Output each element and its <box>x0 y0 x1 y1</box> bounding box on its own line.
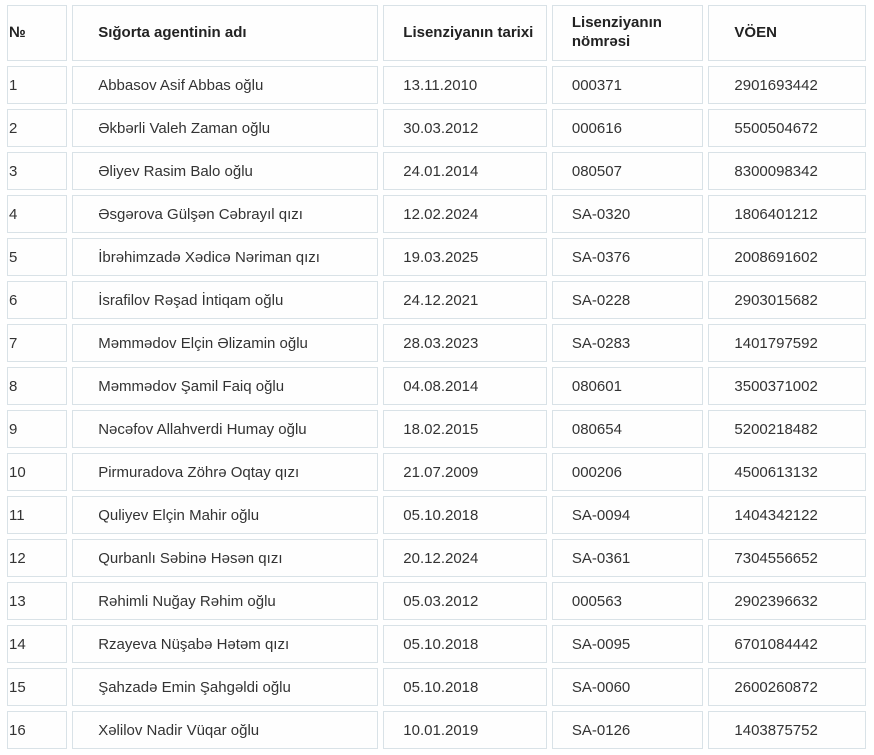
cell-number: SA-0126 <box>552 711 704 749</box>
table-row <box>7 625 866 663</box>
cell-name: Rzayeva Nüşabə Hətəm qızı <box>72 625 378 663</box>
cell-number: 000563 <box>552 582 704 620</box>
cell-no: 4 <box>7 195 67 233</box>
cell-number: SA-0361 <box>552 539 704 577</box>
cell-voen: 1806401212 <box>708 195 866 233</box>
cell-date: 20.12.2024 <box>383 539 547 577</box>
column-header-license-number: Lisenziyanın nömrəsi <box>552 5 704 61</box>
table-body <box>7 66 866 749</box>
cell-name: İsrafilov Rəşad İntiqam oğlu <box>72 281 378 319</box>
table-row <box>7 410 866 448</box>
cell-number: 000371 <box>552 66 704 104</box>
cell-no: 1 <box>7 66 67 104</box>
cell-date: 05.10.2018 <box>383 496 547 534</box>
cell-date: 21.07.2009 <box>383 453 547 491</box>
table-row <box>7 711 866 749</box>
cell-name: Rəhimli Nuğay Rəhim oğlu <box>72 582 378 620</box>
cell-date: 24.12.2021 <box>383 281 547 319</box>
cell-no: 11 <box>7 496 67 534</box>
cell-voen: 1401797592 <box>708 324 866 362</box>
table-row <box>7 238 866 276</box>
cell-name: Məmmədov Şamil Faiq oğlu <box>72 367 378 405</box>
cell-no: 12 <box>7 539 67 577</box>
cell-no: 3 <box>7 152 67 190</box>
cell-voen: 1403875752 <box>708 711 866 749</box>
cell-voen: 3500371002 <box>708 367 866 405</box>
cell-number: 080507 <box>552 152 704 190</box>
column-header-voen: VÖEN <box>708 5 866 61</box>
cell-voen: 7304556652 <box>708 539 866 577</box>
cell-voen: 2902396632 <box>708 582 866 620</box>
cell-no: 13 <box>7 582 67 620</box>
table-row <box>7 668 866 706</box>
column-header-license-date: Lisenziyanın tarixi <box>383 5 547 61</box>
cell-no: 16 <box>7 711 67 749</box>
cell-date: 30.03.2012 <box>383 109 547 147</box>
cell-voen: 5500504672 <box>708 109 866 147</box>
cell-number: SA-0228 <box>552 281 704 319</box>
cell-no: 15 <box>7 668 67 706</box>
cell-date: 24.01.2014 <box>383 152 547 190</box>
table-row <box>7 582 866 620</box>
cell-voen: 6701084442 <box>708 625 866 663</box>
cell-name: Əliyev Rasim Balo oğlu <box>72 152 378 190</box>
cell-no: 5 <box>7 238 67 276</box>
cell-name: Abbasov Asif Abbas oğlu <box>72 66 378 104</box>
cell-number: SA-0094 <box>552 496 704 534</box>
cell-name: Məmmədov Elçin Əlizamin oğlu <box>72 324 378 362</box>
table-row <box>7 109 866 147</box>
insurance-agents-table <box>2 0 871 754</box>
cell-no: 8 <box>7 367 67 405</box>
cell-name: İbrəhimzadə Xədicə Nəriman qızı <box>72 238 378 276</box>
cell-no: 10 <box>7 453 67 491</box>
cell-no: 7 <box>7 324 67 362</box>
cell-name: Nəcəfov Allahverdi Humay oğlu <box>72 410 378 448</box>
cell-name: Şahzadə Emin Şahgəldi oğlu <box>72 668 378 706</box>
cell-no: 6 <box>7 281 67 319</box>
cell-date: 05.03.2012 <box>383 582 547 620</box>
header-row <box>7 5 866 61</box>
table-row <box>7 539 866 577</box>
cell-voen: 8300098342 <box>708 152 866 190</box>
cell-voen: 2903015682 <box>708 281 866 319</box>
table-row <box>7 453 866 491</box>
cell-no: 14 <box>7 625 67 663</box>
cell-no: 9 <box>7 410 67 448</box>
cell-name: Xəlilov Nadir Vüqar oğlu <box>72 711 378 749</box>
cell-number: 080601 <box>552 367 704 405</box>
cell-date: 19.03.2025 <box>383 238 547 276</box>
cell-voen: 5200218482 <box>708 410 866 448</box>
cell-voen: 4500613132 <box>708 453 866 491</box>
cell-date: 13.11.2010 <box>383 66 547 104</box>
cell-number: SA-0283 <box>552 324 704 362</box>
cell-date: 18.02.2015 <box>383 410 547 448</box>
table-row <box>7 496 866 534</box>
column-header-agent-name: Sığorta agentinin adı <box>72 5 378 61</box>
column-header-no: № <box>7 5 67 61</box>
table-row <box>7 281 866 319</box>
cell-number: SA-0376 <box>552 238 704 276</box>
cell-date: 28.03.2023 <box>383 324 547 362</box>
cell-number: 000616 <box>552 109 704 147</box>
cell-voen: 2008691602 <box>708 238 866 276</box>
table-row <box>7 152 866 190</box>
cell-date: 05.10.2018 <box>383 668 547 706</box>
table-row <box>7 367 866 405</box>
table-row <box>7 66 866 104</box>
cell-voen: 2901693442 <box>708 66 866 104</box>
cell-no: 2 <box>7 109 67 147</box>
table-row <box>7 324 866 362</box>
cell-date: 05.10.2018 <box>383 625 547 663</box>
cell-name: Əsgərova Gülşən Cəbrayıl qızı <box>72 195 378 233</box>
cell-voen: 2600260872 <box>708 668 866 706</box>
cell-voen: 1404342122 <box>708 496 866 534</box>
cell-name: Pirmuradova Zöhrə Oqtay qızı <box>72 453 378 491</box>
cell-number: SA-0095 <box>552 625 704 663</box>
cell-date: 12.02.2024 <box>383 195 547 233</box>
cell-date: 04.08.2014 <box>383 367 547 405</box>
cell-number: SA-0060 <box>552 668 704 706</box>
cell-number: 000206 <box>552 453 704 491</box>
cell-number: SA-0320 <box>552 195 704 233</box>
cell-name: Quliyev Elçin Mahir oğlu <box>72 496 378 534</box>
cell-name: Əkbərli Valeh Zaman oğlu <box>72 109 378 147</box>
table-row <box>7 195 866 233</box>
cell-number: 080654 <box>552 410 704 448</box>
cell-name: Qurbanlı Səbinə Həsən qızı <box>72 539 378 577</box>
cell-date: 10.01.2019 <box>383 711 547 749</box>
